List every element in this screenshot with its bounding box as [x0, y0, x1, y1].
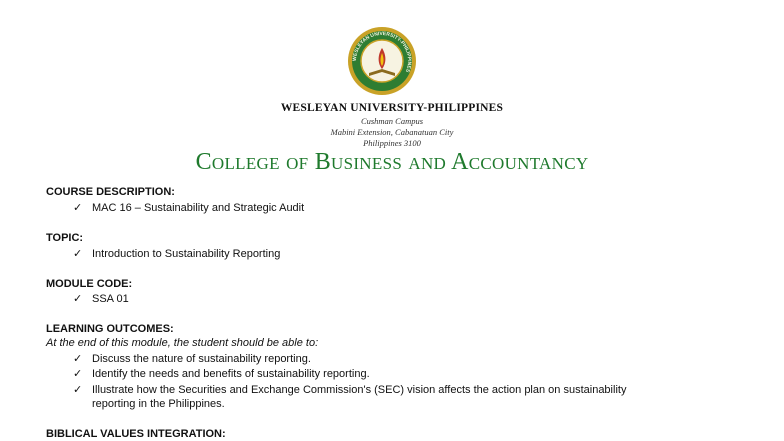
campus-line: Cushman Campus	[360, 116, 424, 126]
learning-outcomes-intro: At the end of this module, the student should be able to:	[46, 337, 319, 349]
learning-outcome-item: ✓ Discuss the nature of sustainability reporting.	[73, 353, 311, 365]
university-name: WESLEYAN UNIVERSITY-PHILIPPINES	[280, 102, 504, 114]
learning-outcome-item: ✓ Illustrate how the Securities and Exchange Commission's (SEC) vision affects the action plan on sustainability	[73, 384, 627, 396]
check-icon: ✓	[73, 384, 83, 396]
topic-item: ✓ Introduction to Sustainability Reporting	[73, 248, 281, 260]
topic-heading: TOPIC:	[46, 232, 84, 244]
check-icon: ✓	[73, 293, 83, 305]
check-icon: ✓	[73, 248, 83, 260]
learning-outcome-item: ✓ Identify the needs and benefits of sustainability reporting.	[73, 368, 370, 380]
module-code-item: ✓ SSA 01	[73, 293, 129, 305]
check-icon: ✓	[73, 353, 83, 365]
course-description-item: ✓ MAC 16 – Sustainability and Strategic Audit	[73, 202, 305, 214]
college-title: College of Business and Accountancy	[195, 149, 589, 175]
biblical-values-heading: BIBLICAL VALUES INTEGRATION:	[46, 428, 226, 440]
university-seal-logo	[347, 26, 417, 96]
learning-outcome-continuation: reporting in the Philippines.	[92, 398, 225, 410]
module-code-heading: MODULE CODE:	[46, 278, 133, 290]
country-line: Philippines 3100	[363, 138, 421, 148]
check-icon: ✓	[73, 368, 83, 380]
learning-outcomes-heading: LEARNING OUTCOMES:	[46, 323, 174, 335]
check-icon: ✓	[73, 202, 83, 214]
svg-text:WESLEYAN UNIVERSITY-PHILIPPINE: WESLEYAN UNIVERSITY-PHILIPPINES	[351, 30, 413, 74]
course-description-heading: COURSE DESCRIPTION:	[46, 186, 175, 198]
street-line: Mabini Extension, Cabanatuan City	[330, 127, 454, 137]
